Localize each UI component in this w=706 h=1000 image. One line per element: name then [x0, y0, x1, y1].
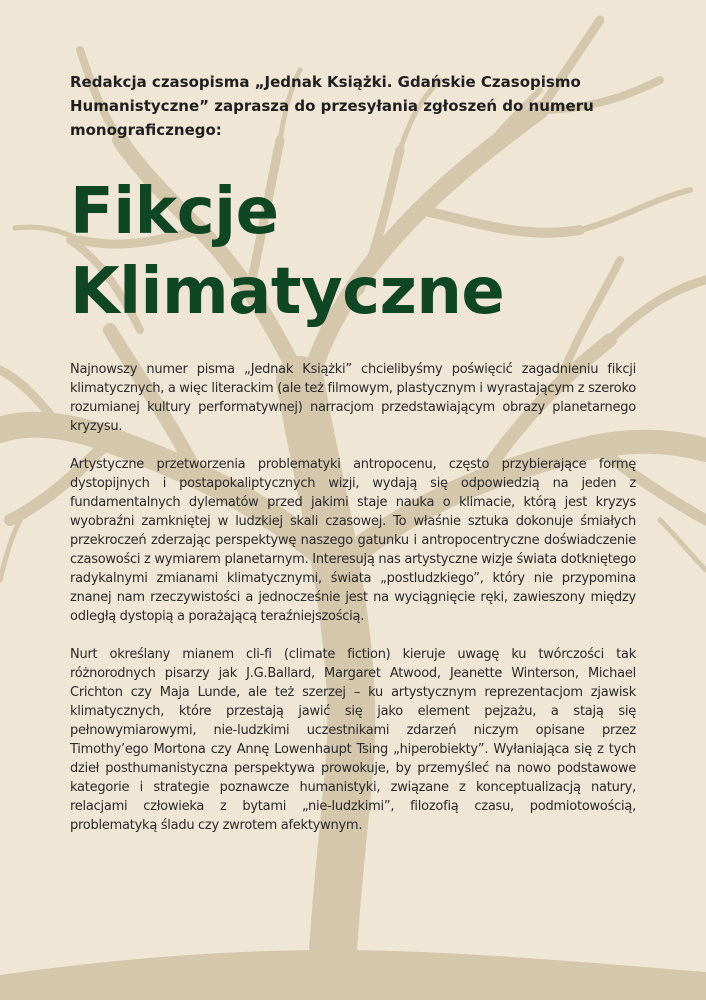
title-line-2: Klimatyczne — [70, 255, 505, 329]
body-paragraph-2: Artystyczne przetworzenia problematyki antropocenu, często przybierające formę dystopijnych i postapokaliptycznych wizji, wydają się odpowiedzią na jeden z fundamentalnych dylematów przed jakimi staje nauka o klimacie, którą jest kryzys wyobraźni zamkniętej w ludzkiej skali czasowej. To właśnie sztuka dokonuje śmiałych przekroczeń zderzając perspektywę naszego gatunku i antropocentryczne doświadczenie czasowości z wymiarem planetarnym. Interesują nas artystyczne wizje świata dotkniętego radykalnymi zmianami klimatycznymi, świata „postludzkiego”, który nie przypomina znanej nam rzeczywistości a jednocześnie jest na wyciągnięcie ręki, zawieszony między odległą dystopią a porażającą teraźniejszością. — [70, 457, 636, 624]
page-title — [70, 172, 636, 332]
body-paragraph-1: Najnowszy numer pisma „Jednak Książki” chcielibyśmy poświęcić zagadnieniu fikcji klimatycznych, a więc literackim (ale też filmowym, plastycznym i wyrastającym z szeroko rozumianej kultury performatywnej) narracjom przedstawiającym obrazy planetarnego kryzysu. — [70, 362, 636, 434]
title-line-1: Fikcje — [70, 175, 279, 249]
intro-text: Redakcja czasopisma „Jednak Książki. Gdańskie Czasopismo Humanistyczne” zaprasza do przesyłania zgłoszeń do numeru monograficznego: — [70, 73, 594, 139]
body-paragraph-3: Nurt określany mianem cli-fi (climate fiction) kieruje uwagę ku twórczości tak różnorodnych pisarzy jak J.G.Ballard, Margaret Atwood, Jeanette Winterson, Michael Crichton czy Maja Lunde, ale też szerzej – ku artystycznym reprezentacjom zjawisk klimatycznych, które przestają jawić się jako element pejzażu, a stają się pełnowymiarowymi, nie-ludzkimi uczestnikami zdarzeń niczym opisane przez Timothy’ego Mortona czy Annę Lowenhaupt Tsing „hiperobiekty”. Wyłaniająca się z tych dzieł posthumanistyczna perspektywa prowokuje, by przemyśleć na nowo podstawowe kategorie i strategie poznawcze humanistyki, związane z konceptualizacją natury, relacjami człowieka z bytami „nie-ludzkimi”, filozofią czasu, podmiotowością, problematyką śladu czy zwrotem afektywnym. — [70, 647, 636, 833]
text-content — [70, 70, 636, 835]
